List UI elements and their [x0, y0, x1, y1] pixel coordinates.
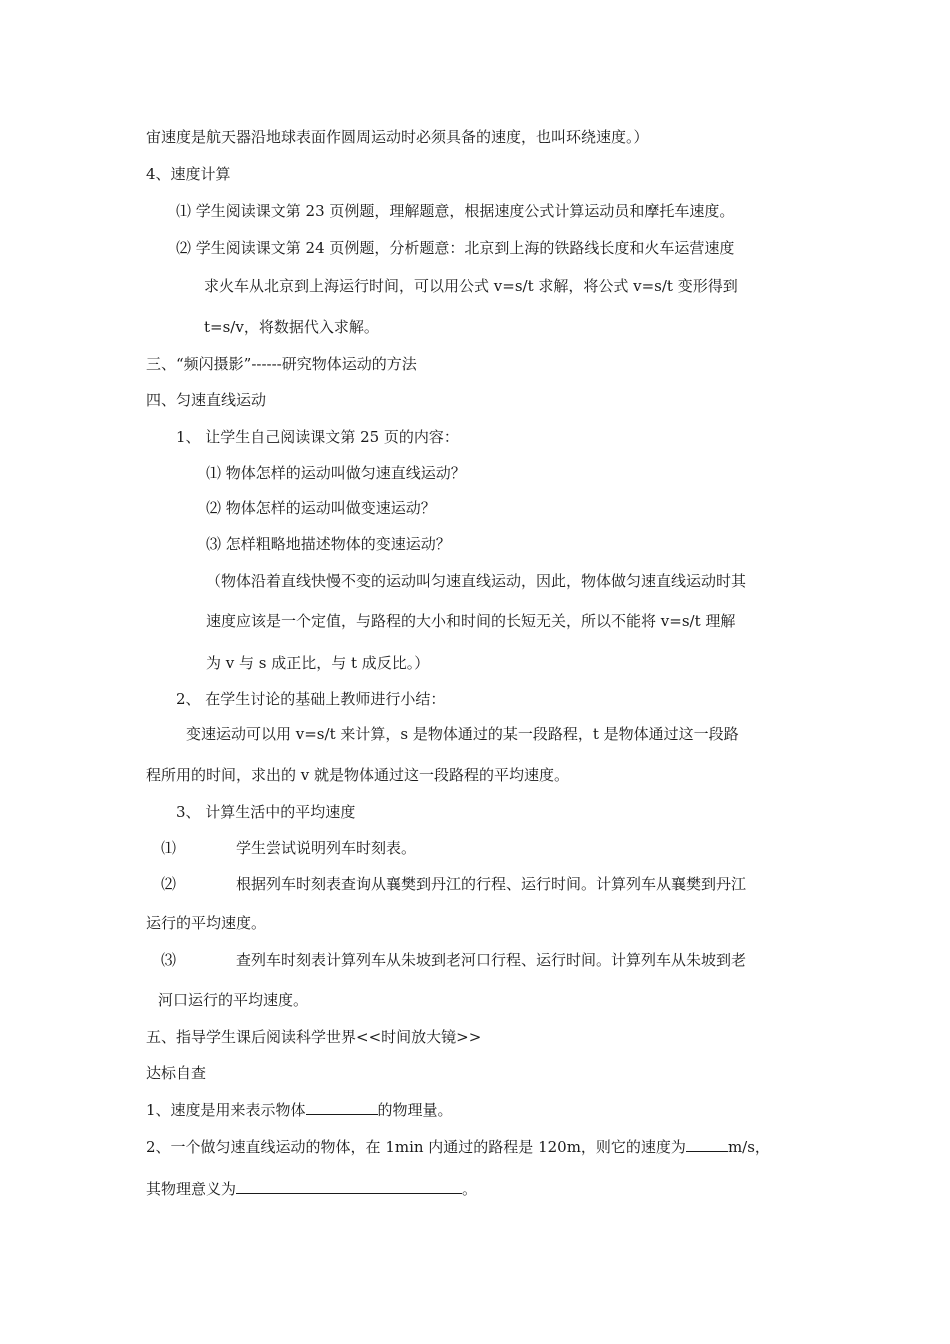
text-line: t=s/v，将数据代入求解。 [204, 318, 379, 336]
section-heading: 达标自查 [146, 1064, 207, 1082]
list-item: ⑵ 物体怎样的运动叫做变速运动？ [206, 499, 436, 517]
list-item: 1、 让学生自己阅读课文第 25 页的内容： [176, 428, 459, 446]
list-number: ⑴ [161, 839, 177, 857]
question-text: 。 [462, 1180, 478, 1198]
section-heading: 五、指导学生课后阅读科学世界<<时间放大镜>> [146, 1028, 482, 1046]
list-item: 根据列车时刻表查询从襄樊到丹江的行程、运行时间。计算列车从襄樊到丹江 [236, 875, 747, 893]
list-item: ⑴ 物体怎样的运动叫做匀速直线运动？ [206, 464, 466, 482]
list-item: 3、 计算生活中的平均速度 [176, 803, 356, 821]
text-line: 宙速度是航天器沿地球表面作圆周运动时必须具备的速度，也叫环绕速度。） [146, 128, 649, 146]
quiz-question [146, 1136, 770, 1157]
section-heading: 三、“频闪摄影”------研究物体运动的方法 [146, 355, 417, 373]
list-item: ⑵ 学生阅读课文第 24 页例题，分析题意：北京到上海的铁路线长度和火车运营速度 [176, 239, 735, 257]
text-line: （物体沿着直线快慢不变的运动叫匀速直线运动，因此，物体做匀速直线运动时其 [206, 572, 747, 590]
text-line: 河口运行的平均速度。 [158, 991, 309, 1009]
text-line: 运行的平均速度。 [146, 914, 267, 932]
section-heading: 4、速度计算 [146, 165, 231, 183]
list-number: ⑶ [161, 951, 177, 969]
list-item: ⑶ 怎样粗略地描述物体的变速运动？ [206, 535, 451, 553]
question-text: 2、一个做匀速直线运动的物体，在 1min 内通过的路程是 120m，则它的速度为 [146, 1138, 686, 1156]
question-text: 1、速度是用来表示物体 [146, 1101, 306, 1119]
list-number: ⑵ [161, 875, 177, 893]
question-text: m/s， [727, 1138, 770, 1156]
list-item: 学生尝试说明列车时刻表。 [236, 839, 417, 857]
quiz-question [146, 1178, 477, 1199]
answer-blank[interactable] [236, 1178, 462, 1194]
answer-blank[interactable] [686, 1136, 728, 1152]
text-line: 求火车从北京到上海运行时间，可以用公式 v=s/t 求解，将公式 v=s/t 变形得到 [204, 277, 738, 295]
answer-blank[interactable] [306, 1099, 378, 1115]
text-line: 变速运动可以用 v=s/t 来计算，s 是物体通过的某一段路程，t 是物体通过这一段路 [186, 725, 739, 743]
list-item: ⑴ 学生阅读课文第 23 页例题，理解题意，根据速度公式计算运动员和摩托车速度。 [176, 202, 735, 220]
quiz-question [146, 1099, 453, 1120]
question-text: 其物理意义为 [146, 1180, 237, 1198]
list-item: 2、 在学生讨论的基础上教师进行小结： [176, 690, 446, 708]
question-text: 的物理量。 [377, 1101, 453, 1119]
text-line: 速度应该是一个定值，与路程的大小和时间的长短无关，所以不能将 v=s/t 理解 [206, 612, 736, 630]
section-heading: 四、匀速直线运动 [146, 391, 267, 409]
list-item: 查列车时刻表计算列车从朱坡到老河口行程、运行时间。计算列车从朱坡到老 [236, 951, 747, 969]
text-line: 为 v 与 s 成正比，与 t 成反比。） [206, 654, 430, 672]
text-line: 程所用的时间，求出的 v 就是物体通过这一段路程的平均速度。 [146, 766, 570, 784]
